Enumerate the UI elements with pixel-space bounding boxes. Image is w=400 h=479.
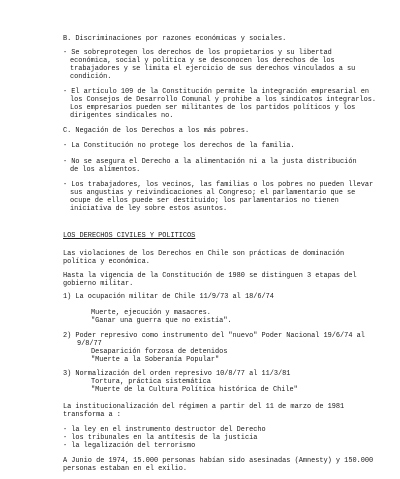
civil-rights-intro-line1: Las violaciones de los Derechos en Chile son prácticas de dominación bbox=[63, 250, 345, 258]
stage3-title: 3) Normalización del orden represivo 10/8/77 al 11/3/81 bbox=[63, 370, 291, 378]
section-b-item2-line1: - El artículo 109 de la Constitución permite la integración empresarial en bbox=[63, 88, 369, 96]
section-c-item3-line3: ocupe de ellos puede ser destituido; los parlamentarios no tienen bbox=[70, 197, 339, 205]
section-c-item3-line2: sus angustias y reivindicaciones al Congreso; el parlamentario que se bbox=[70, 189, 356, 197]
section-b-item2-line2: los Consejos de Desarrollo Comunal y prohibe a los sindicatos integrarlos. bbox=[70, 96, 376, 104]
section-b-item2-line3: Los empresarios pueden ser militantes de los partidos políticos y los bbox=[70, 104, 356, 112]
institutionalization-line2: transforma a : bbox=[63, 411, 121, 419]
stage1-line1: Muerte, ejecución y masacres. bbox=[91, 309, 211, 317]
stage1-title: 1) La ocupación militar de Chile 11/9/73 al 18/6/74 bbox=[63, 293, 274, 301]
stage3-line2: "Muerte de la Cultura Política histórica de Chile" bbox=[91, 386, 298, 394]
section-b-item2-line4: dirigentes sindicales no. bbox=[70, 112, 174, 120]
transform-item-2: - los tribunales en la antítesis de la justicia bbox=[63, 434, 258, 442]
transform-item-3: - la legalización del terrorismo bbox=[63, 442, 196, 450]
transform-item-1: - la ley en el instrumento destructor del Derecho bbox=[63, 426, 266, 434]
section-c-item1: - La Constitución no protege los derechos de la familia. bbox=[63, 142, 295, 150]
stage2-title-line1: 2) Poder represivo como instrumento del "nuevo" Poder Nacional 19/6/74 al bbox=[63, 332, 365, 340]
institutionalization-line1: La institucionalización del régimen a partir del 11 de marzo de 1981 bbox=[63, 403, 345, 411]
section-c-heading: C. Negación de los Derechos a los más pobres. bbox=[63, 127, 250, 135]
section-c-item2-line1: - No se asegura el Derecho a la alimentación ni a la justa distribución bbox=[63, 158, 357, 166]
section-b-heading: B. Discriminaciones por razones económicas y sociales. bbox=[63, 35, 287, 43]
section-c-item3-line1: - Los trabajadores, los vecinos, las familias o los pobres no pueden llevar bbox=[63, 181, 374, 189]
section-c-item3-line4: iniciativa de ley sobre estos asuntos. bbox=[70, 205, 228, 213]
section-b-item1-line4: condición. bbox=[70, 73, 112, 81]
stage1-line2: "Ganar una guerra que no existía". bbox=[91, 317, 232, 325]
stage2-line2: "Muerte a la Soberanía Popular" bbox=[91, 356, 220, 364]
civil-rights-intro-line2: política y económica. bbox=[63, 258, 150, 266]
section-b-item1-line3: trabajadores y se limita el ejercicio de sus derechos vinculados a su bbox=[70, 65, 356, 73]
stage2-line1: Desaparición forzosa de detenidos bbox=[91, 348, 228, 356]
closing-line2: personas estaban en el exilio. bbox=[63, 465, 188, 473]
stages-intro-line2: gobierno militar. bbox=[63, 280, 134, 288]
stage3-line1: Tortura, práctica sistemática bbox=[91, 378, 211, 386]
section-b-item1-line2: económica, social y política y se desconocen los derechos de los bbox=[70, 57, 335, 65]
stage2-title-line2: 9/8/77 bbox=[77, 340, 102, 348]
section-b-item1-line1: - Se sobreprotegen los derechos de los propietarios y su libertad bbox=[63, 49, 332, 57]
civil-rights-heading: LOS DERECHOS CIVILES Y POLITICOS bbox=[63, 232, 196, 240]
section-c-item2-line2: de los alimentos. bbox=[70, 166, 141, 174]
closing-line1: A Junio de 1974, 15.000 personas habían sido asesinadas (Amnesty) y 150.000 bbox=[63, 457, 374, 465]
stages-intro-line1: Hasta la vigencia de la Constitución de 1980 se distinguen 3 etapas del bbox=[63, 272, 357, 280]
